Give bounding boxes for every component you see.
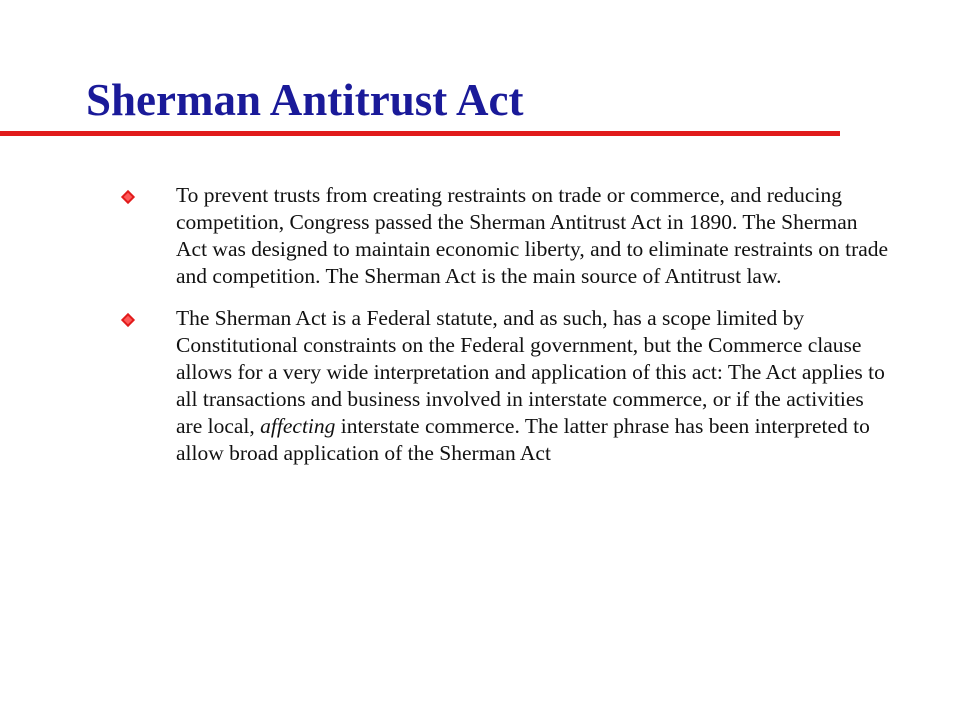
red-diamond-bullet-icon (121, 190, 135, 204)
bullet-text-1: To prevent trusts from creating restraints on trade or commerce, and reducing competition, Congress passed the Sherman Antitrust Act in 1890. The Sherman Act was designed to maintain economic liberty, and to eliminate restraints on trade and competition. The Sherman Act is the main source of Antitrust law. (176, 183, 889, 288)
bullet-text-2-italic: affecting (260, 414, 336, 438)
bullet-text-2-part-1: The Sherman Act is a Federal statute, and as such, has a scope limited by Constitutional constraints on the Federal government, but the Commerce clause allows for a very wide interpretation and application of this act: The Act applies to all transactions and business involved in interstate commerce, or if the activities are local, (176, 306, 885, 438)
bullet-list (120, 182, 890, 482)
title-underline-rule (0, 131, 840, 136)
slide-title: Sherman Antitrust Act (86, 75, 524, 125)
red-diamond-bullet-icon (121, 313, 135, 327)
bullet-item-2 (120, 305, 890, 467)
bullet-item-1 (120, 182, 890, 290)
bullet-text-2-part-2: interstate commerce. The latter phrase has been interpreted to allow broad application of the Sherman Act (176, 414, 870, 465)
